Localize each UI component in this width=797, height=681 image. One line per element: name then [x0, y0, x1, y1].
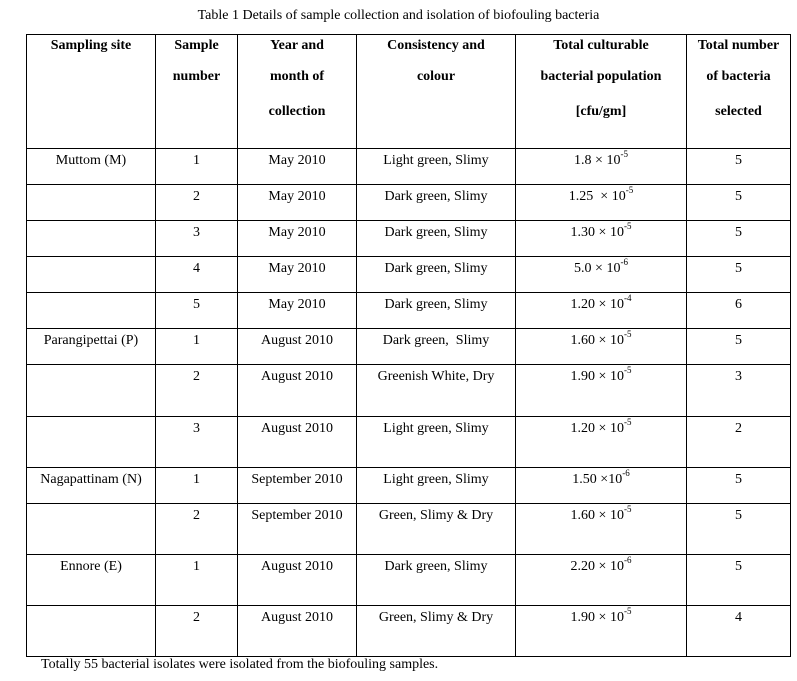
header-line: Sample — [174, 38, 219, 53]
header-bacteria-selected — [687, 35, 791, 149]
cell-consistency: Green, Slimy & Dry — [357, 504, 516, 555]
population-base: 1.50 ×10 — [572, 472, 623, 487]
cell-date: August 2010 — [238, 417, 357, 468]
cell-date: August 2010 — [238, 365, 357, 417]
population-exponent: -4 — [623, 293, 632, 304]
cell-population — [516, 606, 687, 657]
population-base: 1.90 × 10 — [570, 369, 624, 384]
cell-date: August 2010 — [238, 606, 357, 657]
cell-consistency: Light green, Slimy — [357, 417, 516, 468]
header-year-month — [238, 35, 357, 149]
cell-site — [27, 293, 156, 329]
population-base: 1.25 × 10 — [568, 189, 626, 204]
cell-consistency: Dark green, Slimy — [357, 555, 516, 606]
cell-population — [516, 504, 687, 555]
cell-selected: 5 — [687, 555, 791, 606]
header-line: Total culturable — [553, 38, 649, 53]
cell-date: May 2010 — [238, 149, 357, 185]
cell-site — [27, 504, 156, 555]
footnote: Totally 55 bacterial isolates were isolated from the biofouling samples. — [41, 657, 439, 672]
cell-sample: 3 — [156, 221, 238, 257]
cell-date: May 2010 — [238, 185, 357, 221]
header-line: Consistency and — [387, 38, 485, 53]
cell-date: May 2010 — [238, 293, 357, 329]
cell-sample: 5 — [156, 293, 238, 329]
cell-selected: 6 — [687, 293, 791, 329]
header-line: of bacteria — [706, 69, 771, 84]
header-line: [cfu/gm] — [575, 104, 627, 119]
cell-selected: 5 — [687, 257, 791, 293]
table-row — [27, 417, 791, 468]
cell-date: August 2010 — [238, 329, 357, 365]
population-base: 2.20 × 10 — [570, 559, 624, 574]
header-sampling-site — [27, 35, 156, 149]
cell-site — [27, 257, 156, 293]
population-base: 1.30 × 10 — [570, 225, 624, 240]
table-row — [27, 257, 791, 293]
population-exponent: -5 — [623, 504, 632, 515]
cell-sample: 2 — [156, 185, 238, 221]
cell-consistency: Dark green, Slimy — [357, 185, 516, 221]
header-line: colour — [416, 69, 456, 84]
cell-site: Muttom (M) — [27, 149, 156, 185]
cell-population — [516, 555, 687, 606]
cell-site — [27, 365, 156, 417]
header-line: number — [172, 69, 221, 84]
cell-consistency: Green, Slimy & Dry — [357, 606, 516, 657]
population-base: 1.60 × 10 — [570, 508, 624, 523]
population-exponent: -5 — [620, 149, 628, 160]
cell-selected: 5 — [687, 329, 791, 365]
table-row — [27, 149, 791, 185]
cell-population — [516, 185, 687, 221]
population-exponent: -6 — [622, 468, 630, 479]
table-row — [27, 365, 791, 417]
population-base: 1.60 × 10 — [570, 333, 624, 348]
cell-date: August 2010 — [238, 555, 357, 606]
cell-population — [516, 329, 687, 365]
header-line: Sampling site — [50, 38, 132, 53]
cell-consistency: Dark green, Slimy — [357, 221, 516, 257]
population-base: 1.90 × 10 — [570, 610, 624, 625]
sample-collection-table — [26, 34, 791, 657]
cell-selected: 3 — [687, 365, 791, 417]
cell-date: May 2010 — [238, 257, 357, 293]
population-exponent: -5 — [623, 365, 632, 376]
cell-site — [27, 606, 156, 657]
cell-date: September 2010 — [238, 504, 357, 555]
header-sample-number — [156, 35, 238, 149]
cell-sample: 1 — [156, 149, 238, 185]
cell-site — [27, 221, 156, 257]
table-row — [27, 221, 791, 257]
cell-sample: 4 — [156, 257, 238, 293]
population-base: 1.8 × 10 — [574, 153, 621, 168]
header-line: selected — [715, 104, 762, 119]
cell-sample: 2 — [156, 365, 238, 417]
cell-sample: 2 — [156, 606, 238, 657]
cell-population — [516, 468, 687, 504]
cell-population — [516, 293, 687, 329]
cell-consistency: Dark green, Slimy — [357, 257, 516, 293]
population-exponent: -5 — [625, 185, 634, 196]
population-exponent: -5 — [623, 417, 632, 428]
table-row — [27, 555, 791, 606]
cell-site — [27, 185, 156, 221]
cell-selected: 5 — [687, 149, 791, 185]
cell-date: May 2010 — [238, 221, 357, 257]
table-row — [27, 504, 791, 555]
cell-population — [516, 149, 687, 185]
table-caption: Table 1 Details of sample collection and isolation of biofouling bacteria — [197, 8, 600, 23]
cell-site: Ennore (E) — [27, 555, 156, 606]
population-exponent: -5 — [623, 606, 632, 617]
header-row — [27, 35, 791, 149]
cell-sample: 1 — [156, 329, 238, 365]
cell-date: September 2010 — [238, 468, 357, 504]
population-exponent: -5 — [623, 221, 632, 232]
cell-sample: 1 — [156, 468, 238, 504]
cell-population — [516, 257, 687, 293]
cell-consistency: Light green, Slimy — [357, 149, 516, 185]
table-row — [27, 606, 791, 657]
cell-selected: 5 — [687, 185, 791, 221]
cell-site: Parangipettai (P) — [27, 329, 156, 365]
cell-population — [516, 221, 687, 257]
header-line: Year and — [270, 38, 324, 53]
population-base: 5.0 × 10 — [574, 261, 621, 276]
cell-sample: 1 — [156, 555, 238, 606]
cell-site: Nagapattinam (N) — [27, 468, 156, 504]
cell-sample: 2 — [156, 504, 238, 555]
population-exponent: -6 — [620, 257, 628, 268]
cell-selected: 5 — [687, 504, 791, 555]
cell-population — [516, 365, 687, 417]
cell-consistency: Dark green, Slimy — [357, 329, 516, 365]
cell-selected: 4 — [687, 606, 791, 657]
header-line: collection — [268, 104, 326, 119]
table-row — [27, 293, 791, 329]
cell-consistency: Light green, Slimy — [357, 468, 516, 504]
table-row — [27, 185, 791, 221]
table-row — [27, 329, 791, 365]
cell-consistency: Greenish White, Dry — [357, 365, 516, 417]
population-exponent: -6 — [623, 555, 632, 566]
population-base: 1.20 × 10 — [570, 421, 624, 436]
cell-population — [516, 417, 687, 468]
cell-selected: 2 — [687, 417, 791, 468]
population-exponent: -5 — [623, 329, 632, 340]
cell-sample: 3 — [156, 417, 238, 468]
header-line: month of — [269, 69, 325, 84]
header-consistency — [357, 35, 516, 149]
header-line: Total number — [697, 38, 780, 53]
table-row — [27, 468, 791, 504]
header-population — [516, 35, 687, 149]
cell-selected: 5 — [687, 468, 791, 504]
population-base: 1.20 × 10 — [570, 297, 624, 312]
cell-selected: 5 — [687, 221, 791, 257]
cell-consistency: Dark green, Slimy — [357, 293, 516, 329]
header-line: bacterial population — [540, 69, 662, 84]
cell-site — [27, 417, 156, 468]
